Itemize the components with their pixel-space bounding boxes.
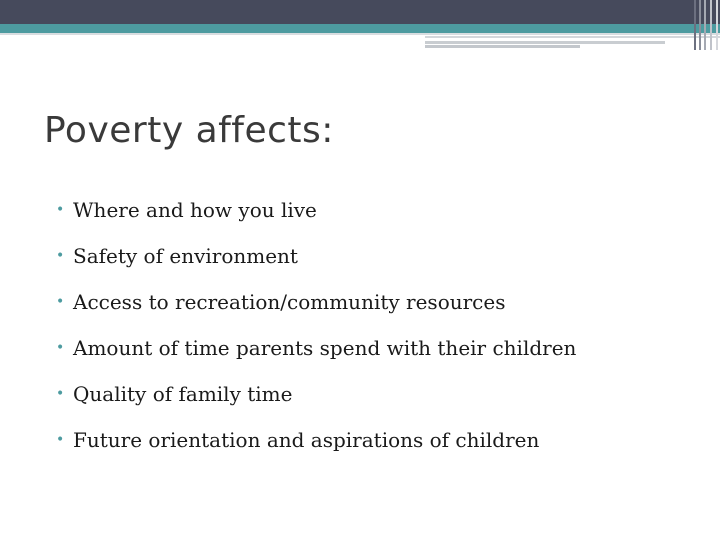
slide-title: Poverty affects: xyxy=(44,110,334,151)
bullet-text: Where and how you live xyxy=(73,198,317,222)
bullet-dot-icon: • xyxy=(56,202,65,218)
bullet-text: Safety of environment xyxy=(73,244,298,268)
bullet-list xyxy=(56,196,576,472)
header-accent-lines xyxy=(0,33,720,49)
bullet-item xyxy=(56,242,576,288)
bullet-dot-icon: • xyxy=(56,294,65,310)
bullet-item xyxy=(56,426,576,472)
bullet-item xyxy=(56,334,576,380)
bullet-item xyxy=(56,288,576,334)
bullet-dot-icon: • xyxy=(56,340,65,356)
header-band-teal xyxy=(0,24,720,33)
bullet-text: Amount of time parents spend with their children xyxy=(73,336,577,360)
bullet-dot-icon: • xyxy=(56,432,65,448)
bullet-dot-icon: • xyxy=(56,248,65,264)
bullet-item xyxy=(56,380,576,426)
bullet-item xyxy=(56,196,576,242)
bullet-text: Quality of family time xyxy=(73,382,293,406)
bullet-text: Access to recreation/community resources xyxy=(73,290,506,314)
bullet-text: Future orientation and aspirations of children xyxy=(73,428,540,452)
bullet-dot-icon: • xyxy=(56,386,65,402)
header-vertical-stripes xyxy=(694,0,720,50)
header-band-dark xyxy=(0,0,720,24)
